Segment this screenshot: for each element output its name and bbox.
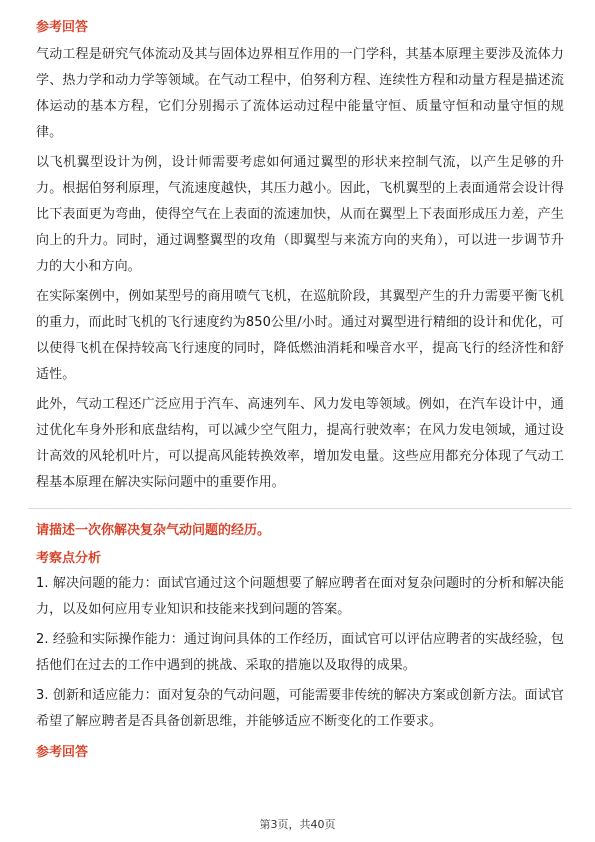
analysis-item-1: 1. 解决问题的能力：面试官通过这个问题想要了解应聘者在面对复杂问题时的分析和解决能力，以及如何应用专业知识和技能来找到问题的答案。 [36,576,564,617]
paragraph-case: 在实际案例中，例如某型号的商用喷气飞机，在巡航阶段，其翼型产生的升力需要平衡飞机的重力，而此时飞机的飞行速度约为850公里/小时。通过对翼型进行精细的设计和优化，可以使得飞机在保持较高飞行速度的同时，降低燃油消耗和噪音水平，提高飞行的经济性和舒适性。 [36,289,564,382]
section-divider [28,508,572,509]
analysis-item-3: 3. 创新和适应能力：面对复杂的气动问题，可能需要非传统的解决方案或创新方法。面试官希望了解应聘者是否具备创新思维，并能够适应不断变化的工作要求。 [36,688,564,729]
analysis-heading: 考察点分析 [36,551,102,566]
paragraph-airfoil: 以飞机翼型设计为例，设计师需要考虑如何通过翼型的形状来控制气流，以产生足够的升力。根据伯努利原理，气流速度越快，其压力越小。因此，飞机翼型的上表面通常会设计得比下表面更为弯曲，使得空气在上表面的流速加快，从而在翼型上下表面形成压力差，产生向上的升力。同时，通过调整翼型的攻角（即翼型与来流方向的夹角），可以进一步调节升力的大小和方向。 [36,155,564,274]
analysis-item-2: 2. 经验和实际操作能力：通过询问具体的工作经历，面试官可以评估应聘者的实战经验，包括他们在过去的工作中遇到的挑战、采取的措施以及取得的成果。 [36,632,564,673]
reference-answer-heading-2: 参考回答 [36,745,89,760]
document-page [36,18,564,763]
paragraph-applications: 此外，气动工程还广泛应用于汽车、高速列车、风力发电等领域。例如，在汽车设计中，通过优化车身外形和底盘结构，可以减少空气阻力，提高行驶效率；在风力发电领域，通过设计高效的风轮机叶片，可以提高风能转换效率，增加发电量。这些应用都充分体现了气动工程基本原理在解决实际问题中的重要作用。 [36,397,564,490]
page-number-footer: 第3页，共40页 [259,818,336,831]
reference-answer-heading: 参考回答 [36,20,89,35]
question-heading: 请描述一次你解决复杂气动问题的经历。 [36,523,271,538]
paragraph-principles: 气动工程是研究气体流动及其与固体边界相互作用的一门学科，其基本原理主要涉及流体力学、热力学和动力学等领域。在气动工程中，伯努利方程、连续性方程和动量方程是描述流体运动的基本方程，它们分别揭示了流体运动过程中能量守恒、质量守恒和动量守恒的规律。 [36,47,564,140]
